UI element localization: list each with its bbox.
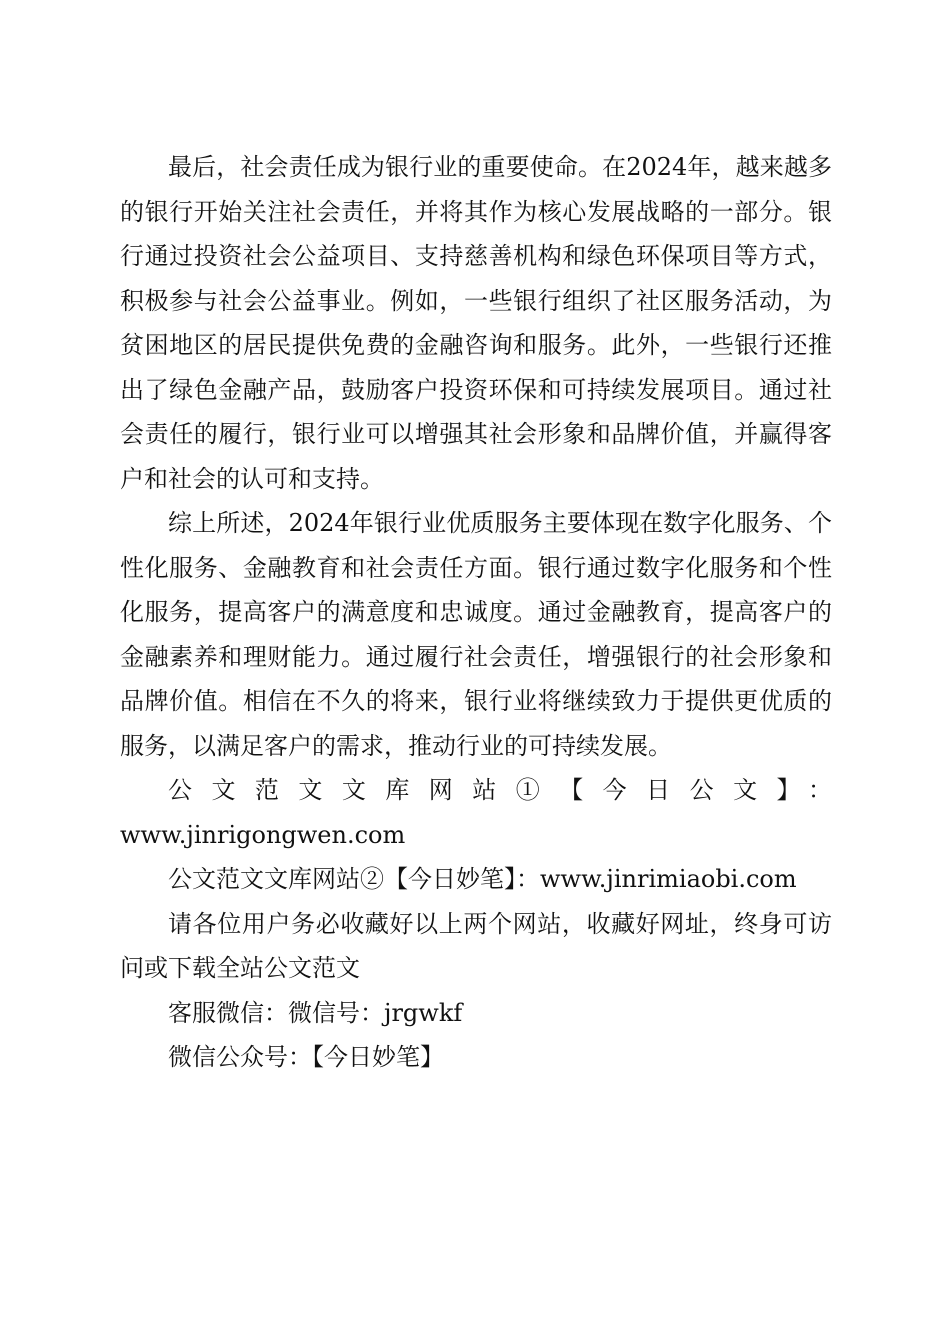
site-one-url-line <box>120 813 832 858</box>
site-one-label: 公文范文文库网站①【今日公文】： <box>168 776 832 804</box>
site-two-entry: 公文范文文库网站②【今日妙笔】：www.jinrimiaobi.com <box>168 865 797 893</box>
paragraph-summary: 综上所述，2024年银行业优质服务主要体现在数字化服务、个性化服务、金融教育和社会责任方面。银行通过数字化服务和个性化服务，提高客户的满意度和忠诚度。通过金融教育，提高客户的金融素养和理财能力。通过履行社会责任，增强银行的社会形象和品牌价值。相信在不久的将来，银行业将继续致力于提供更优质的服务，以满足客户的需求，推动行业的可持续发展。 <box>120 509 832 760</box>
wechat-official-account: 微信公众号：【今日妙笔】 <box>168 1043 444 1071</box>
site-one-entry <box>120 768 832 813</box>
paragraph-social-responsibility: 最后，社会责任成为银行业的重要使命。在2024年，越来越多的银行开始关注社会责任，并将其作为核心发展战略的一部分。银行通过投资社会公益项目、支持慈善机构和绿色环保项目等方式，积极参与社会公益事业。例如，一些银行组织了社区服务活动，为贫困地区的居民提供免费的金融咨询和服务。此外，一些银行还推出了绿色金融产品，鼓励客户投资环保和可持续发展项目。通过社会责任的履行，银行业可以增强其社会形象和品牌价值，并赢得客户和社会的认可和支持。 <box>120 153 832 493</box>
site-one-url[interactable]: www.jinrigongwen.com <box>120 820 406 849</box>
bookmark-notice: 请各位用户务必收藏好以上两个网站，收藏好网址，终身可访问或下载全站公文范文 <box>120 909 832 982</box>
wechat-service: 客服微信：微信号：jrgwkf <box>168 998 463 1027</box>
document-page <box>120 145 832 1080</box>
